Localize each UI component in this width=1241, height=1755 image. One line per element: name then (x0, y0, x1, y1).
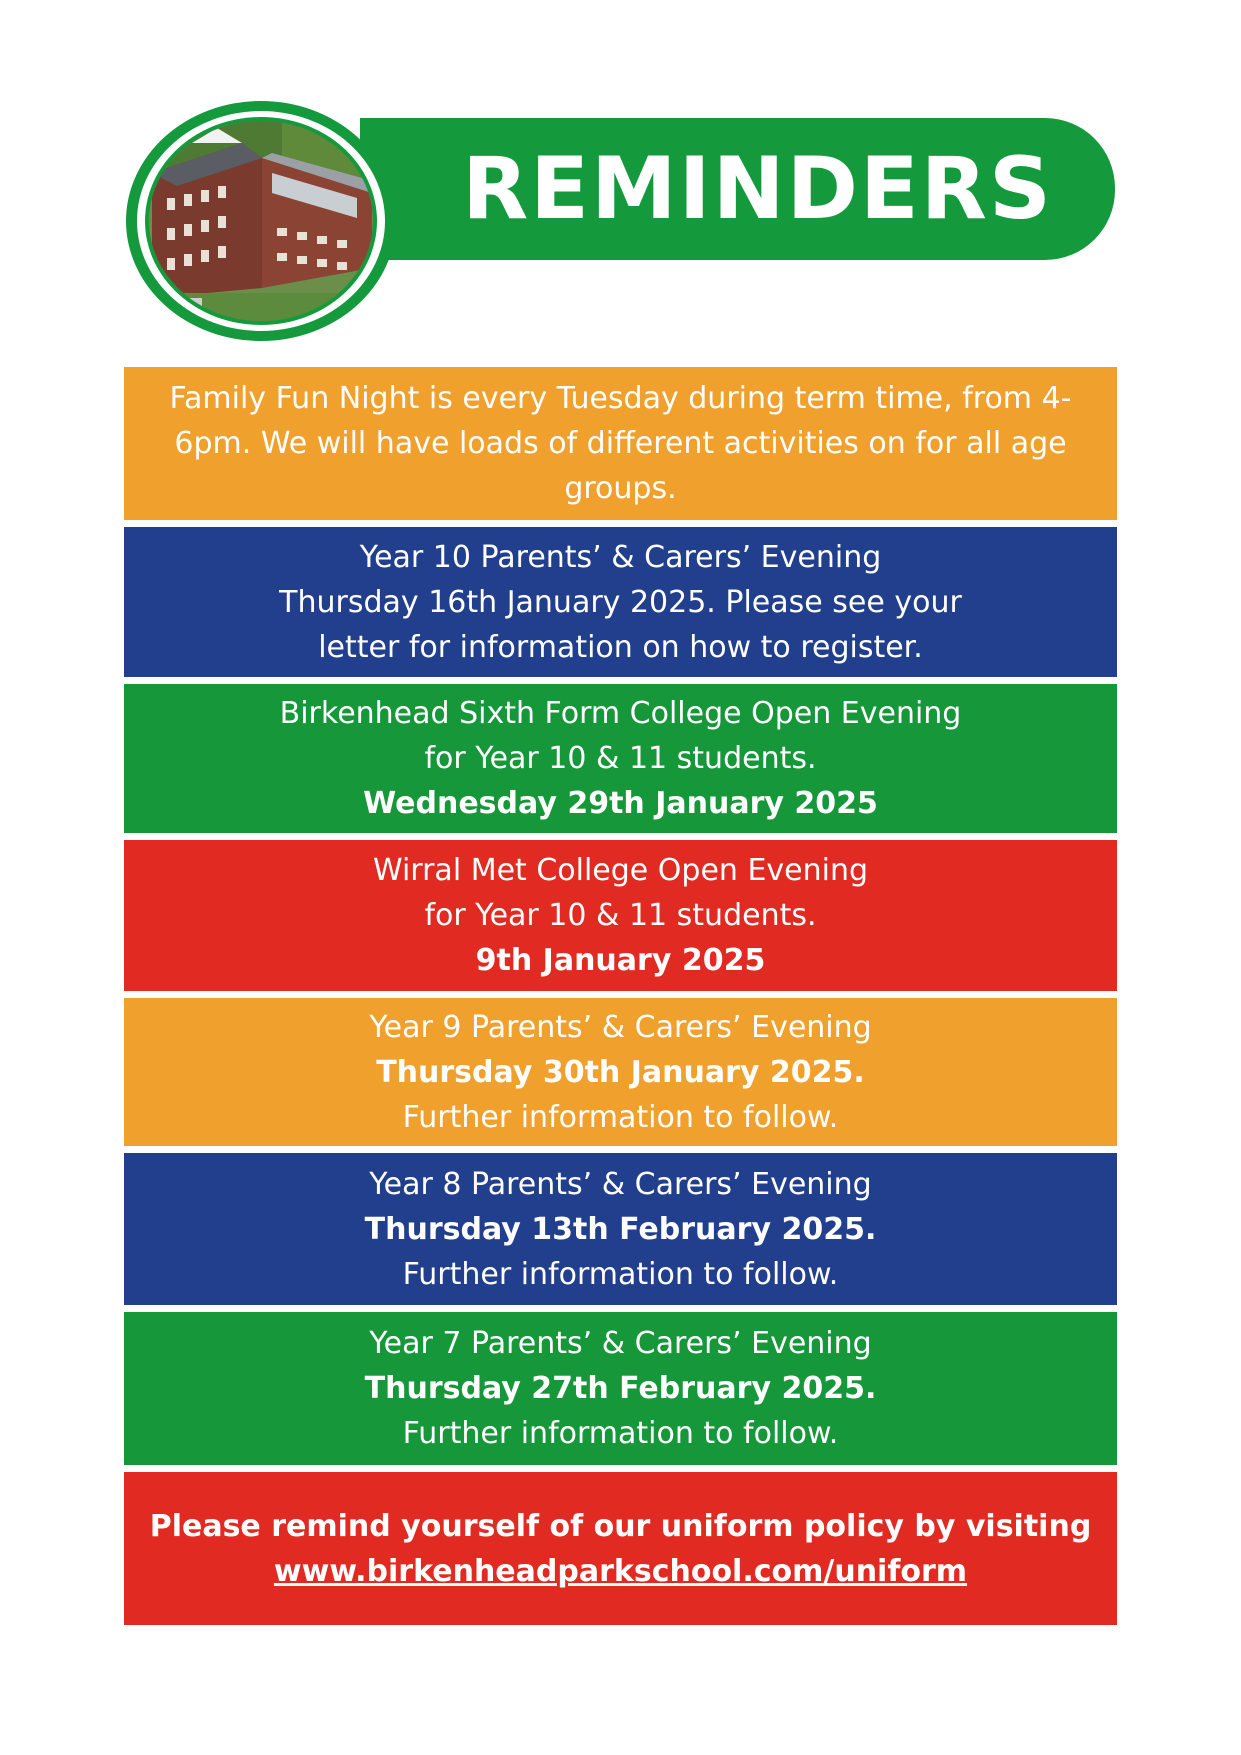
reminder-text-line: Wirral Met College Open Evening (372, 853, 869, 888)
reminder-text-line: Year 10 Parents’ & Carers’ Evening (359, 539, 882, 575)
reminder-year8-evening (124, 1153, 1117, 1305)
reminder-text-line: Further information to follow. (402, 1256, 839, 1292)
reminder-text-line: Further information to follow. (402, 1099, 839, 1135)
page-title: REMINDERS (462, 139, 1053, 239)
reminder-wirral-met-open-evening (124, 840, 1117, 991)
reminder-text-line: for Year 10 & 11 students. (424, 898, 817, 933)
reminder-text-line: Year 8 Parents’ & Carers’ Evening (369, 1166, 872, 1202)
reminder-text-line: Further information to follow. (402, 1416, 839, 1451)
reminder-text-line: 6pm. We will have loads of different activities on for all age (174, 426, 1067, 461)
reminder-date: 9th January 2025 (475, 943, 766, 978)
reminder-text-line: for Year 10 & 11 students. (424, 741, 817, 776)
reminder-family-fun-night (124, 367, 1117, 520)
reminder-text-line: letter for information on how to register. (318, 629, 923, 665)
reminder-text-line: Year 9 Parents’ & Carers’ Evening (369, 1009, 872, 1045)
reminder-date: Thursday 13th February 2025. (364, 1211, 877, 1247)
reminder-date: Thursday 30th January 2025. (376, 1054, 865, 1090)
school-building-photo-icon (122, 98, 400, 344)
reminder-text-line: Birkenhead Sixth Form College Open Evening (279, 696, 962, 731)
reminder-year10-evening (124, 527, 1117, 677)
reminder-sixth-form-open-evening (124, 684, 1117, 833)
reminder-text-line: Year 7 Parents’ & Carers’ Evening (369, 1326, 872, 1361)
reminders-list (124, 367, 1117, 1625)
reminder-text-line: Family Fun Night is every Tuesday during term time, from 4- (169, 381, 1072, 416)
reminders-title-banner (360, 118, 1115, 260)
reminder-text-line: groups. (564, 471, 677, 506)
reminder-year9-evening (124, 998, 1117, 1146)
reminder-text-line: Thursday 16th January 2025. Please see your (279, 584, 962, 620)
reminder-year7-evening (124, 1312, 1117, 1465)
reminder-date: Thursday 27th February 2025. (364, 1371, 877, 1406)
uniform-policy-link[interactable]: www.birkenheadparkschool.com/uniform (273, 1553, 968, 1589)
reminder-date: Wednesday 29th January 2025 (363, 786, 878, 821)
reminder-text-line: Please remind yourself of our uniform policy by visiting (149, 1508, 1092, 1544)
reminder-uniform-policy (124, 1472, 1117, 1625)
